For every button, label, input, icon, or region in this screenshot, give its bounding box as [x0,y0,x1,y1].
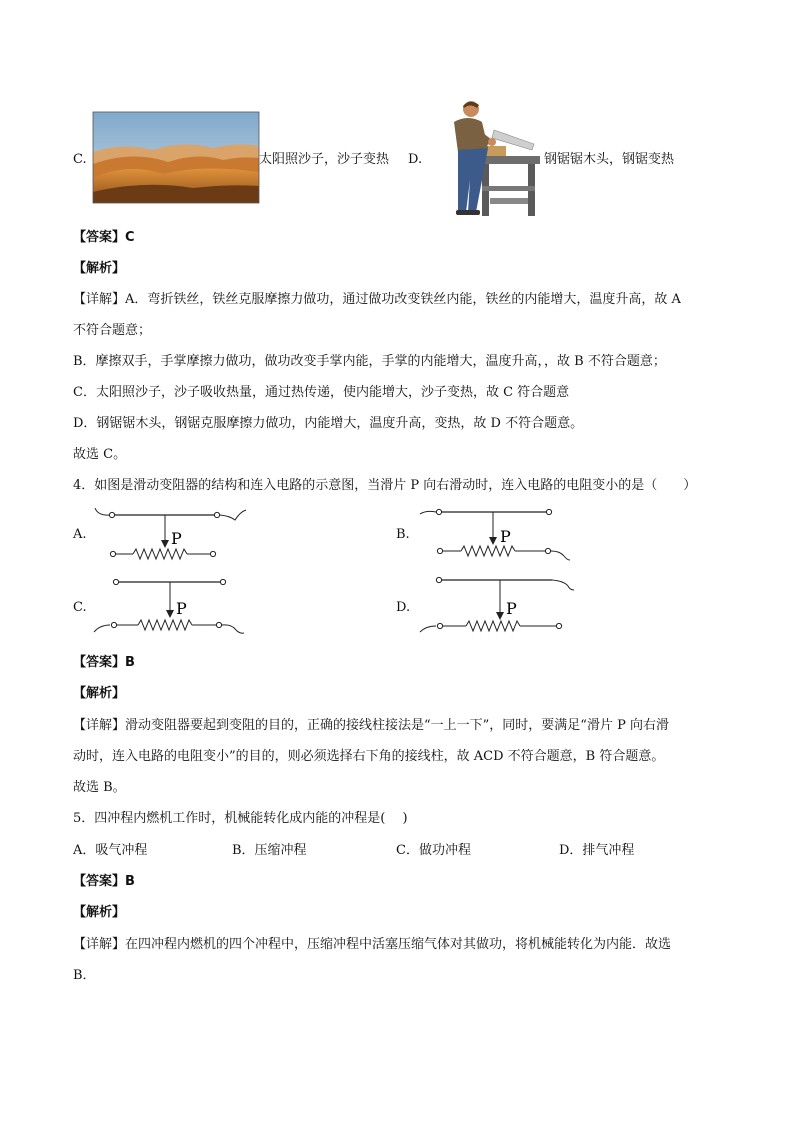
detail-text: 【详解】A．弯折铁丝，铁丝克服摩擦力做功，通过做功改变铁丝内能，铁丝的内能增大，温度升高，故 A [73,292,681,307]
option-d-label: D. [408,152,423,167]
detail-text: C．太阳照沙子，沙子吸收热量，通过热传递，使内能增大，沙子变热，故 C 符合题意 [73,385,570,400]
rheostat-diagram-b [418,500,578,570]
question-4-text: 4．如图是滑动变阻器的结构和连入电路的示意图，当滑片 P 向右滑动时，连入电路的电阻变小的是（ ） [73,478,697,493]
analysis-title: 【解析】 [73,686,126,701]
slider-p-label: P [171,529,182,548]
detail-text: 【详解】在四冲程内燃机的四个冲程中，压缩冲程中活塞压缩气体对其做功，将机械能转化为内能．故选 [73,937,672,952]
option-c-text: C．做功冲程 [396,843,471,858]
analysis-title: 【解析】 [73,261,126,276]
detail-text: D．钢锯锯木头，钢锯克服摩擦力做功，内能增大，温度升高，变热，故 D 不符合题意。 [73,416,584,431]
option-d-text: 钢锯锯木头，钢锯变热 [544,152,675,167]
slider-p-label: P [176,599,187,618]
rheostat-diagram-c [90,572,250,642]
conclusion-text: 故选 C。 [73,447,127,462]
man-sawing-wood-image [430,100,542,218]
option-b-label: B. [396,527,410,542]
detail-text: B． [73,968,96,983]
question-5-text: 5．四冲程内燃机工作时，机械能转化成内能的冲程是( ) [73,811,408,826]
option-d-text: D．排气冲程 [559,843,635,858]
detail-text: 动时，连入电路的电阻变小”的目的，则必须选择右下角的接线柱，故 ACD 不符合题意，B 符合题意。 [73,749,665,764]
answer-label: 【答案】B [73,655,135,670]
analysis-title: 【解析】 [73,905,126,920]
detail-text: 【详解】滑动变阻器要起到变阻的目的，正确的接线柱接法是“一上一下”，同时，要满足“滑片 P 向右滑 [73,718,669,733]
answer-label: 【答案】B [73,874,135,889]
slider-p-label: P [500,527,511,546]
rheostat-diagram-d [418,572,578,642]
option-c-label: C. [73,152,87,167]
option-b-text: B．压缩冲程 [232,843,307,858]
answer-label: 【答案】C [73,230,135,245]
detail-text: 不符合题意； [73,323,152,338]
conclusion-text: 故选 B。 [73,780,126,795]
option-d-label: D. [396,600,411,615]
desert-sand-image [93,112,259,203]
detail-text: B．摩擦双手，手掌摩擦力做功，做功改变手掌内能，手掌的内能增大，温度升高，，故 B 不符合题意； [73,354,666,369]
rheostat-diagram-a [90,500,250,570]
option-a-label: A. [73,527,87,542]
option-a-text: A．吸气冲程 [73,843,148,858]
option-c-label: C. [73,600,87,615]
slider-p-label: P [506,599,517,618]
option-c-text: 太阳照沙子，沙子变热 [259,152,390,167]
